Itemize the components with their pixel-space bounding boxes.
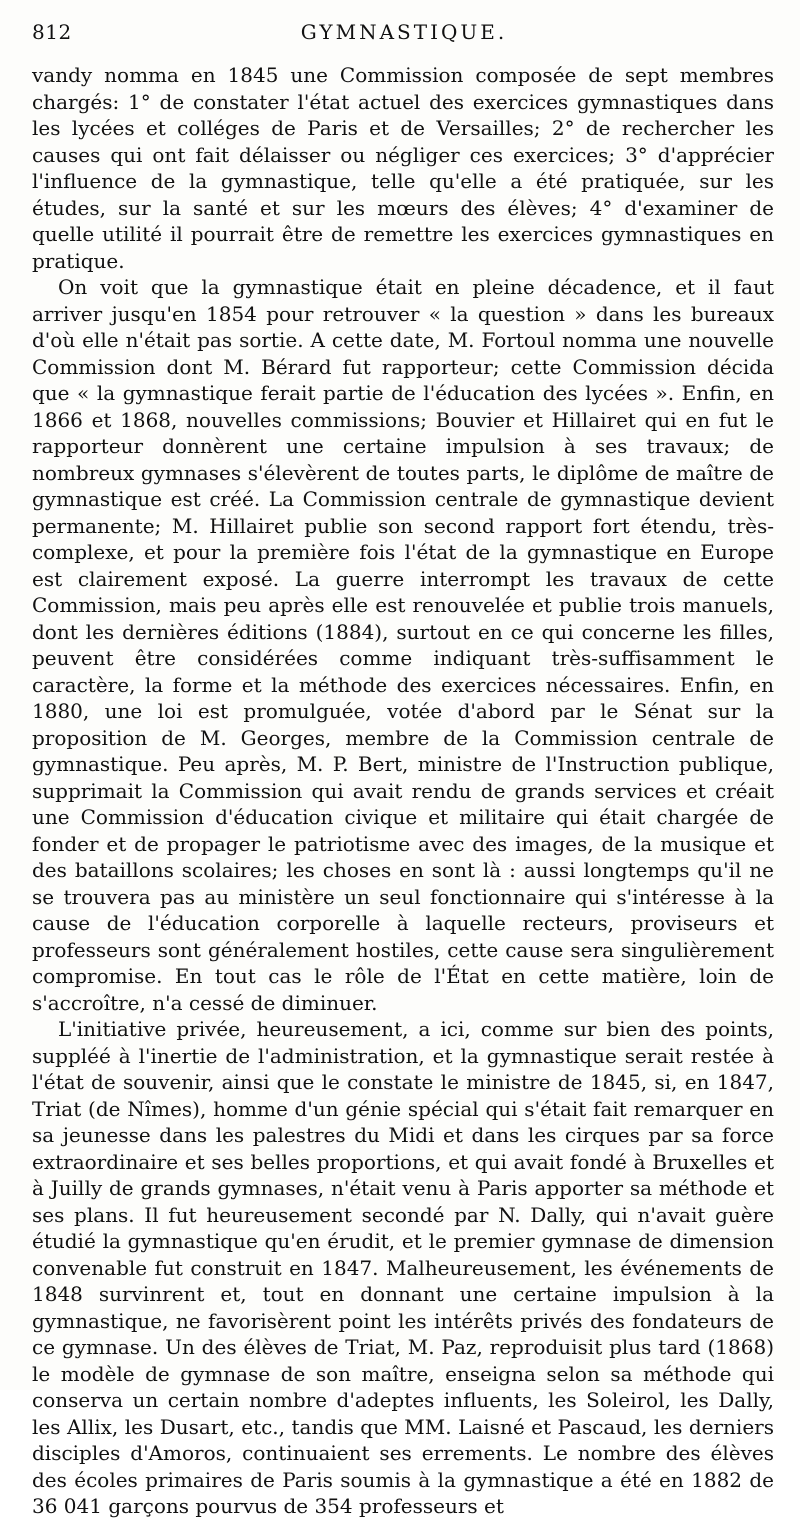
running-title: GYMNASTIQUE. [300,20,508,44]
page-number: 812 [32,20,72,44]
paragraph-private-initiative: L'initiative privée, heureusement, a ici, comme sur bien des points, suppléé à l'inertie de l'administration, et la gymnastique serait restée à l'état de souvenir, ainsi que le constate le ministre de 1845, si, en 1847, Triat (de Nîmes), homme d'un génie spécial qui s'était fait remarquer en sa jeunesse dans les palestres du Midi et dans les cirques par sa force extraordinaire et ses belles proportions, et qui avait fondé à Bruxelles et à Juilly de grands gymnases, n'était venu à Paris apporter sa méthode et ses plans. Il fut heureusement secondé par N. Dally, qui n'avait guère étudié la gymnastique qu'en érudit, et le premier gymnase de dimension convenable fut construit en 1847. Malheureusement, les événements de 1848 survinrent et, tout en donnant une certaine impulsion à la gymnastique, ne favorisèrent point les intérêts privés des fondateurs de ce gymnase. Un des élèves de Triat, M. Paz, reproduisit plus tard (1868) le modèle de gymnase de son maître, enseigna selon sa méthode qui conserva un certain nombre d'adeptes influents, les Soleirol, les Dally, les Allix, les Dusart, etc., tandis que MM. Laisné et Pascaud, les derniers disciples d'Amoros, continuaient ses errements. Le nombre des élèves des écoles primaires de Paris soumis à la gymnastique a été en 1882 de 36 041 garçons pourvus de 354 professeurs et [32,1017,774,1518]
paragraph-gymnastics-decline: On voit que la gymnastique était en pleine décadence, et il faut arriver jusqu'en 1854 pour retrouver « la question » dans les bureaux d'où elle n'était pas sortie. A cette date, M. Fortoul nomma une nouvelle Commission dont M. Bérard fut rapporteur; cette Commission décida que « la gymnastique ferait partie de l'éducation des lycées ». Enfin, en 1866 et 1868, nouvelles commissions; Bouvier et Hillairet qui en fut le rapporteur donnèrent une certaine impulsion à ses travaux; de nombreux gymnases s'élevèrent de toutes parts, le diplôme de maître de gymnastique est créé. La Commission centrale de gymnastique devient permanente; M. Hillairet publie son second rapport fort étendu, très-complexe, et pour la première fois l'état de la gymnastique en Europe est clairement exposé. La guerre interrompt les travaux de cette Commission, mais peu après elle est renouvelée et publie trois manuels, dont les dernières éditions (1884), surtout en ce qui concerne les filles, peuvent être considérées comme indiquant très-suffisamment le caractère, la forme et la méthode des exercices nécessaires. Enfin, en 1880, une loi est promulguée, votée d'abord par le Sénat sur la proposition de M. Georges, membre de la Commission centrale de gymnastique. Peu après, M. P. Bert, ministre de l'Instruction publique, supprimait la Commission qui avait rendu de grands services et créait une Commission d'éducation civique et militaire qui était chargée de fonder et de propager le patriotisme avec des images, de la musique et des bataillons scolaires; les choses en sont là : aussi longtemps qu'il ne se trouvera pas au ministère un seul fonctionnaire qui s'intéresse à la cause de l'éducation corporelle à laquelle recteurs, proviseurs et professeurs sont généralement hostiles, cette cause sera singulièrement compromise. En tout cas le rôle de l'État en cette matière, loin de s'accroître, n'a cessé de diminuer. [32,275,774,1015]
paragraph-continuation: vandy nomma en 1845 une Commission composée de sept membres chargés: 1° de constater l'état actuel des exercices gymnastiques dans les lycées et colléges de Paris et de Versailles; 2° de rechercher les causes qui ont fait délaisser ou négliger ces exercices; 3° d'apprécier l'influence de la gymnastique, telle qu'elle a été pratiquée, sur les études, sur la santé et sur les mœurs des élèves; 4° d'examiner de quelle utilité il pourrait être de remettre les exercices gymnastiques en pratique. [32,63,774,273]
body-text [32,62,774,1520]
page-header [32,20,776,50]
